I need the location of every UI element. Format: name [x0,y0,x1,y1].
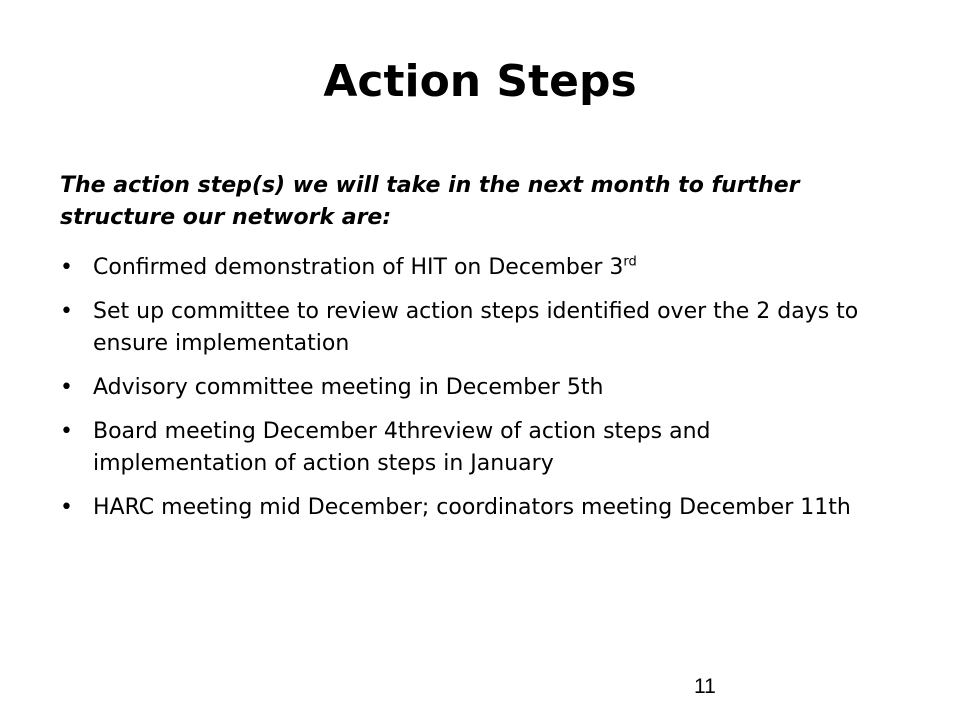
bullet-list [60,252,890,536]
list-item [60,252,890,284]
bullet-text: Board meeting December 4threview of action steps and implementation of action steps in January [93,419,711,476]
list-item [60,492,890,524]
bullet-icon: • [60,495,73,520]
bullet-text: Confirmed demonstration of HIT on December 3 [93,255,624,280]
bullet-icon: • [60,255,73,280]
slide-title: Action Steps [323,56,637,107]
bullet-text: Advisory committee meeting in December 5th [93,375,604,400]
ordinal-suffix: rd [623,254,637,270]
list-item [60,416,890,480]
list-item [60,372,890,404]
bullet-text: HARC meeting mid December; coordinators meeting December 11th [93,495,851,520]
bullet-icon: • [60,375,73,400]
bullet-icon: • [60,419,73,444]
bullet-text: Set up committee to review action steps identified over the 2 days to ensure implementation [93,299,859,356]
list-item [60,296,890,360]
intro-text: The action step(s) we will take in the next month to further structure our network are: [60,173,800,230]
bullet-icon: • [60,299,73,324]
page-number: 11 [694,675,716,698]
